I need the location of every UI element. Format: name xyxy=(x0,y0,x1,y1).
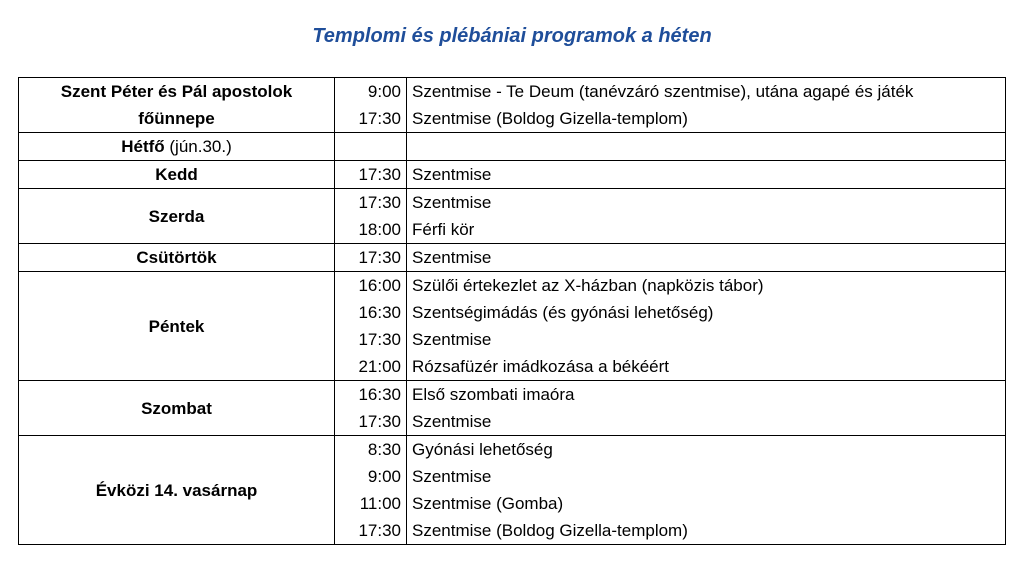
event-time: 16:00 xyxy=(335,272,407,300)
event-time: 8:30 xyxy=(335,436,407,464)
event-description: Szentmise xyxy=(407,326,1006,353)
schedule-row xyxy=(19,161,1006,189)
event-description: Rózsafüzér imádkozása a békéért xyxy=(407,353,1006,381)
day-name: Szombat xyxy=(141,398,212,418)
day-name: Csütörtök xyxy=(136,248,217,267)
day-name: Péntek xyxy=(148,316,205,336)
event-description: Szülői értekezlet az X-házban (napközis tábor) xyxy=(407,272,1006,300)
event-time: 17:30 xyxy=(335,244,407,272)
event-time: 17:30 xyxy=(335,517,407,545)
page-title: Templomi és plébániai programok a héten xyxy=(312,25,712,47)
event-description: Szentmise (Gomba) xyxy=(407,490,1006,517)
day-name: Hétfő xyxy=(121,137,165,156)
event-description: Szentmise - Te Deum (tanévzáró szentmise), utána agapé és játék xyxy=(407,78,1006,106)
event-time: 17:30 xyxy=(335,161,407,189)
event-time: 17:30 xyxy=(335,326,407,353)
day-label-cell xyxy=(19,272,335,381)
event-description: Szentmise xyxy=(407,244,1006,272)
schedule-row xyxy=(19,133,1006,161)
day-name: Szent Péter és Pál apostolok főünnepe xyxy=(60,82,293,128)
day-label-cell xyxy=(19,133,335,161)
day-label-cell xyxy=(19,78,335,133)
event-time: 18:00 xyxy=(335,216,407,244)
day-label-cell xyxy=(19,244,335,272)
event-time: 21:00 xyxy=(335,353,407,381)
event-time: 11:00 xyxy=(335,490,407,517)
day-label-cell xyxy=(19,436,335,545)
day-name: Szerda xyxy=(148,206,205,226)
event-description: Első szombati imaóra xyxy=(407,381,1006,409)
event-description: Szentmise xyxy=(407,161,1006,189)
event-description: Szentségimádás (és gyónási lehetőség) xyxy=(407,299,1006,326)
event-description: Férfi kör xyxy=(407,216,1006,244)
event-time: 16:30 xyxy=(335,299,407,326)
event-time xyxy=(335,133,407,161)
schedule-row xyxy=(19,244,1006,272)
schedule-row xyxy=(19,189,1006,217)
event-description: Szentmise xyxy=(407,408,1006,436)
event-description xyxy=(407,133,1006,161)
event-time: 17:30 xyxy=(335,408,407,436)
schedule-row xyxy=(19,78,1006,106)
schedule-table xyxy=(18,77,1006,545)
schedule-row xyxy=(19,381,1006,409)
event-description: Szentmise xyxy=(407,189,1006,217)
day-name: Kedd xyxy=(155,165,198,184)
event-description: Szentmise xyxy=(407,463,1006,490)
day-label-cell xyxy=(19,381,335,436)
event-description: Gyónási lehetőség xyxy=(407,436,1006,464)
event-time: 17:30 xyxy=(335,105,407,133)
day-note: (jún.30.) xyxy=(164,137,232,156)
schedule-row xyxy=(19,436,1006,464)
event-description: Szentmise (Boldog Gizella-templom) xyxy=(407,105,1006,133)
schedule-body xyxy=(19,78,1006,545)
event-time: 17:30 xyxy=(335,189,407,217)
event-time: 9:00 xyxy=(335,78,407,106)
event-time: 9:00 xyxy=(335,463,407,490)
day-label-cell xyxy=(19,189,335,244)
event-time: 16:30 xyxy=(335,381,407,409)
day-name: Évközi 14. vasárnap xyxy=(95,480,258,500)
schedule-row xyxy=(19,272,1006,300)
day-label-cell xyxy=(19,161,335,189)
event-description: Szentmise (Boldog Gizella-templom) xyxy=(407,517,1006,545)
